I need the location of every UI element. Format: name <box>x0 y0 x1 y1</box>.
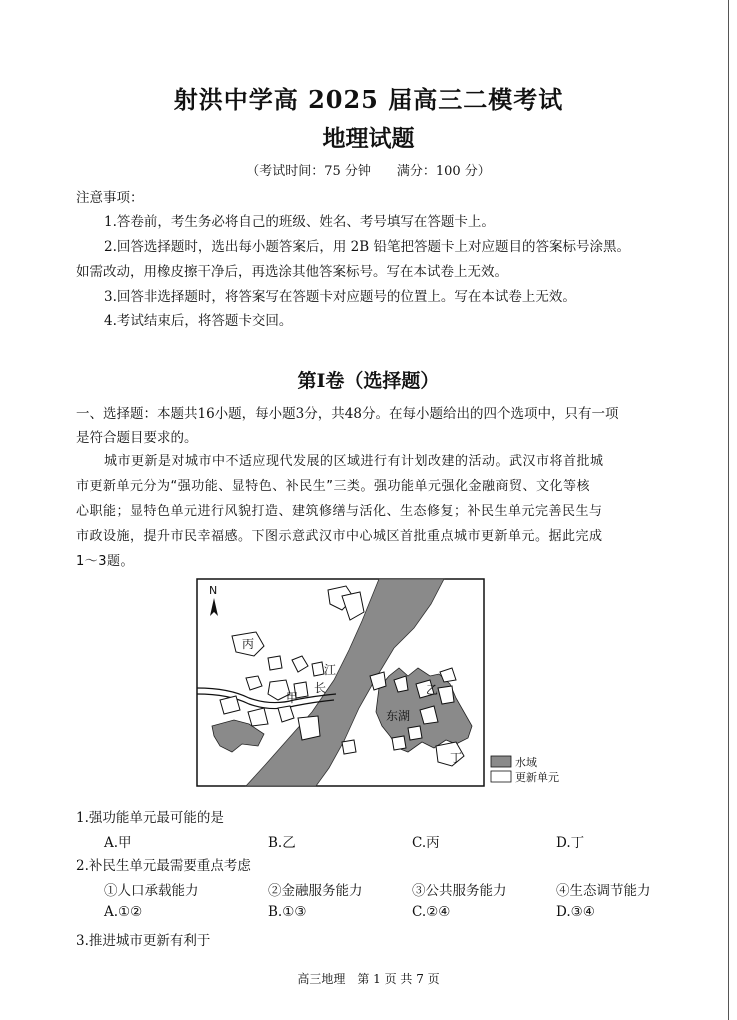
legend-water-label: 水域 <box>515 756 537 769</box>
map-label-donghu: 东湖 <box>386 709 411 723</box>
q2-item-3: ③公共服务能力 <box>412 883 507 899</box>
exam-title: 射洪中学高 2025 届高三二模考试 <box>173 85 564 114</box>
q1-option-b: B.乙 <box>268 835 296 851</box>
map-label-bing: 丙 <box>242 637 255 651</box>
notice-line-2a: 2.回答选择题时，选出每小题答案后，用 2B 铅笔把答题卡上对应题目的答案标号涂黑。 <box>104 239 630 255</box>
passage-line-2: 市更新单元分为“强功能、显特色、补民生”三类。强功能单元强化金融商贸、文化等核 <box>76 479 590 494</box>
update-unit <box>392 736 406 750</box>
legend-unit-swatch <box>491 771 511 782</box>
notice-line-4: 4.考试结束后，将答题卡交回。 <box>104 313 293 329</box>
q2-option-d: D.③④ <box>556 904 595 920</box>
notice-line-2b: 如需改动，用橡皮擦干净后，再选涂其他答案标号。写在本试卷上无效。 <box>76 264 508 280</box>
north-label: N <box>209 584 218 597</box>
passage-line-4: 市政设施，提升市民幸福感。下图示意武汉市中心城区首批重点城市更新单元。据此完成 <box>76 529 603 544</box>
map-label-jiang: 江 <box>324 663 337 677</box>
q2-option-a: A.①② <box>104 904 143 920</box>
q2-item-2: ②金融服务能力 <box>268 883 363 899</box>
legend-unit-label: 更新单元 <box>515 771 559 784</box>
update-unit <box>342 740 356 754</box>
update-unit <box>268 656 282 670</box>
wuhan-map <box>194 576 574 790</box>
update-unit <box>298 716 320 740</box>
q2-item-4: ④生态调节能力 <box>556 883 651 899</box>
update-unit <box>408 726 422 740</box>
subject-title: 地理试题 <box>322 125 415 152</box>
map-label-jia: 甲 <box>286 691 299 705</box>
page-edge <box>728 0 729 1020</box>
page-footer: 高三地理 第 1 页 共 7 页 <box>297 972 440 986</box>
map-label-chang: 长 <box>314 681 327 695</box>
exam-info: （考试时间：75 分钟 满分：100 分） <box>246 164 491 179</box>
map-label-ding: 丁 <box>450 751 463 765</box>
section-title: 第Ⅰ卷（选择题） <box>297 370 440 392</box>
q2-item-1: ①人口承载能力 <box>104 883 199 899</box>
map-label-yi: 乙 <box>426 683 439 697</box>
q1-option-c: C.丙 <box>412 835 440 851</box>
section-intro-b: 是符合题目要求的。 <box>76 430 198 446</box>
notice-heading: 注意事项： <box>76 190 144 206</box>
notice-line-1: 1.答卷前，考生务必将自己的班级、姓名、考号填写在答题卡上。 <box>104 214 495 230</box>
q2-stem: 2.补民生单元最需要重点考虑 <box>76 858 251 874</box>
q1-option-d: D.丁 <box>556 835 585 851</box>
passage-line-1: 城市更新是对城市中不适应现代发展的区域进行有计划改建的活动。武汉市将首批城 <box>104 454 604 469</box>
q3-stem: 3.推进城市更新有利于 <box>76 933 211 949</box>
q2-option-c: C.②④ <box>412 904 451 920</box>
q1-option-a: A.甲 <box>104 835 132 851</box>
section-intro-a: 一、选择题：本题共16小题，每小题3分，共48分。在每小题给出的四个选项中，只有一项 <box>76 406 619 422</box>
q1-stem: 1.强功能单元最可能的是 <box>76 810 224 826</box>
passage-line-5: 1～3题。 <box>76 554 135 569</box>
update-unit <box>312 662 324 676</box>
passage-line-3: 心职能；显特色单元进行风貌打造、建筑修缮与活化、生态修复；补民生单元完善民生与 <box>76 504 603 519</box>
q2-option-b: B.①③ <box>268 904 307 920</box>
legend-water-swatch <box>491 756 511 767</box>
notice-line-3: 3.回答非选择题时，将答案写在答题卡对应题号的位置上。写在本试卷上无效。 <box>104 289 576 305</box>
